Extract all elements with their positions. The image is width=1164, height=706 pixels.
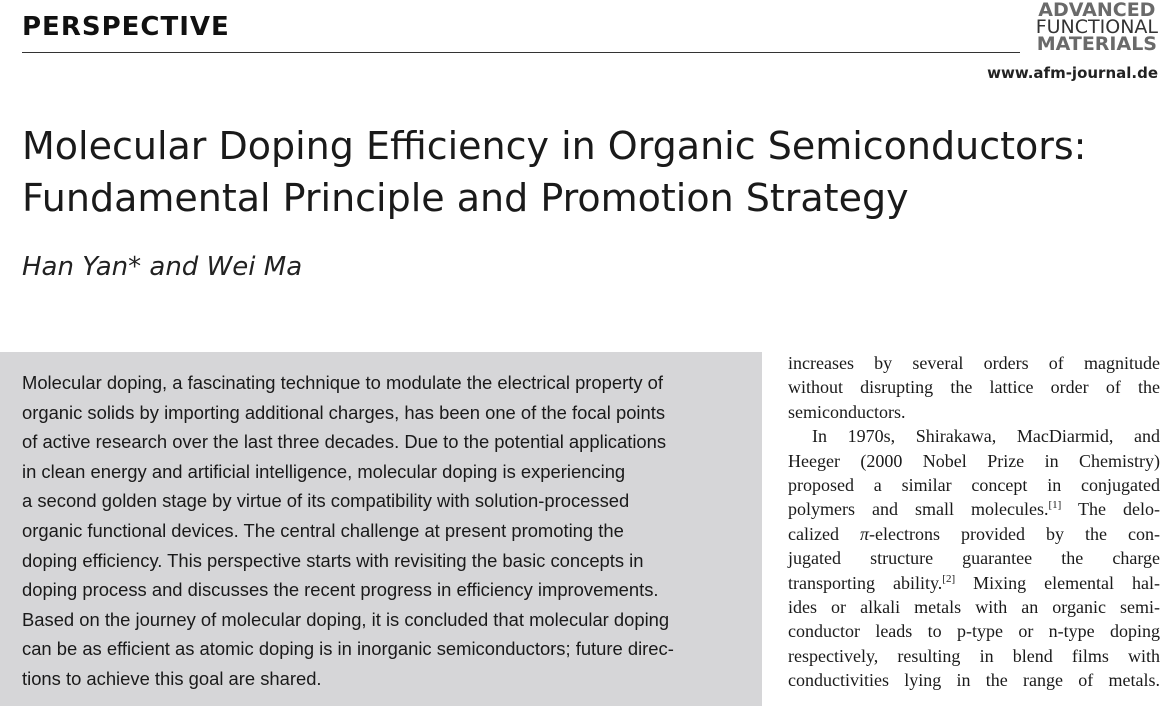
body-line: respectively, resulting in blend films with: [788, 645, 1160, 666]
logo-line-3: MATERIALS: [1036, 33, 1157, 55]
logo-line-2: FUNCTIONAL: [1035, 16, 1158, 38]
abstract-line: can be as efficient as atomic doping is in inorganic semiconductors; future direc-: [22, 638, 674, 660]
header-divider: [22, 52, 1020, 53]
body-text: calized: [788, 523, 860, 544]
body-line: ides or alkali metals with an organic semi-: [788, 597, 1160, 618]
section-label: PERSPECTIVE: [22, 12, 230, 42]
abstract-line: doping efficiency. This perspective starts with revisiting the basic concepts in: [22, 549, 644, 571]
abstract-line: in clean energy and artificial intelligence, molecular doping is experiencing: [22, 460, 626, 482]
body-line: proposed a similar concept in conjugated: [788, 475, 1160, 496]
body-text: polymers and small molecules.: [788, 499, 1049, 520]
abstract-line: organic solids by importing additional charges, has been one of the focal points: [22, 401, 666, 423]
abstract-text: [22, 368, 752, 694]
article-title: [22, 120, 1142, 224]
pi-symbol: π: [859, 523, 870, 544]
body-line: [788, 497, 1160, 521]
body-line: conductivities lying in the range of metals.: [788, 670, 1160, 691]
body-line: without disrupting the lattice order of the: [788, 377, 1160, 398]
body-line: In 1970s, Shirakawa, MacDiarmid, and: [812, 426, 1160, 447]
body-line: increases by several orders of magnitude: [788, 353, 1160, 373]
journal-logo: [1036, 2, 1158, 53]
title-line-2: Fundamental Principle and Promotion Strategy: [22, 176, 909, 220]
logo-line-1: ADVANCED: [1038, 0, 1156, 21]
author-list: Han Yan* and Wei Ma: [22, 252, 303, 282]
abstract-line: a second golden stage by virtue of its compatibility with solution-processed: [22, 490, 630, 512]
body-line: semiconductors.: [788, 401, 906, 422]
body-line: [788, 522, 1160, 546]
body-text-column: [788, 351, 1160, 693]
body-line: jugated structure guarantee the charge: [788, 548, 1160, 569]
abstract-line: organic functional devices. The central challenge at present promoting the: [22, 519, 624, 541]
citation-ref-1[interactable]: [1]: [1048, 499, 1062, 512]
body-text: transporting ability.: [788, 572, 943, 593]
body-text: The delo-: [1061, 499, 1160, 520]
body-text: -electrons provided by the con-: [869, 523, 1160, 544]
abstract-line: tions to achieve this goal are shared.: [22, 667, 322, 689]
body-line: Heeger (2000 Nobel Prize in Chemistry): [788, 450, 1160, 471]
journal-url[interactable]: www.afm-journal.de: [987, 64, 1158, 82]
abstract-line: doping process and discusses the recent progress in efficiency improvements.: [22, 579, 659, 601]
body-line: [788, 571, 1160, 595]
body-text: Mixing elemental hal-: [955, 572, 1161, 593]
abstract-line: Based on the journey of molecular doping, it is concluded that molecular doping: [22, 608, 670, 630]
abstract-line: Molecular doping, a fascinating technique to modulate the electrical property of: [22, 372, 663, 393]
body-line: conductor leads to p-type or n-type doping: [788, 621, 1160, 642]
abstract-line: of active research over the last three decades. Due to the potential applications: [22, 431, 667, 453]
citation-ref-2[interactable]: [2]: [942, 572, 956, 585]
title-line-1: Molecular Doping Efficiency in Organic Semiconductors:: [22, 124, 1087, 168]
